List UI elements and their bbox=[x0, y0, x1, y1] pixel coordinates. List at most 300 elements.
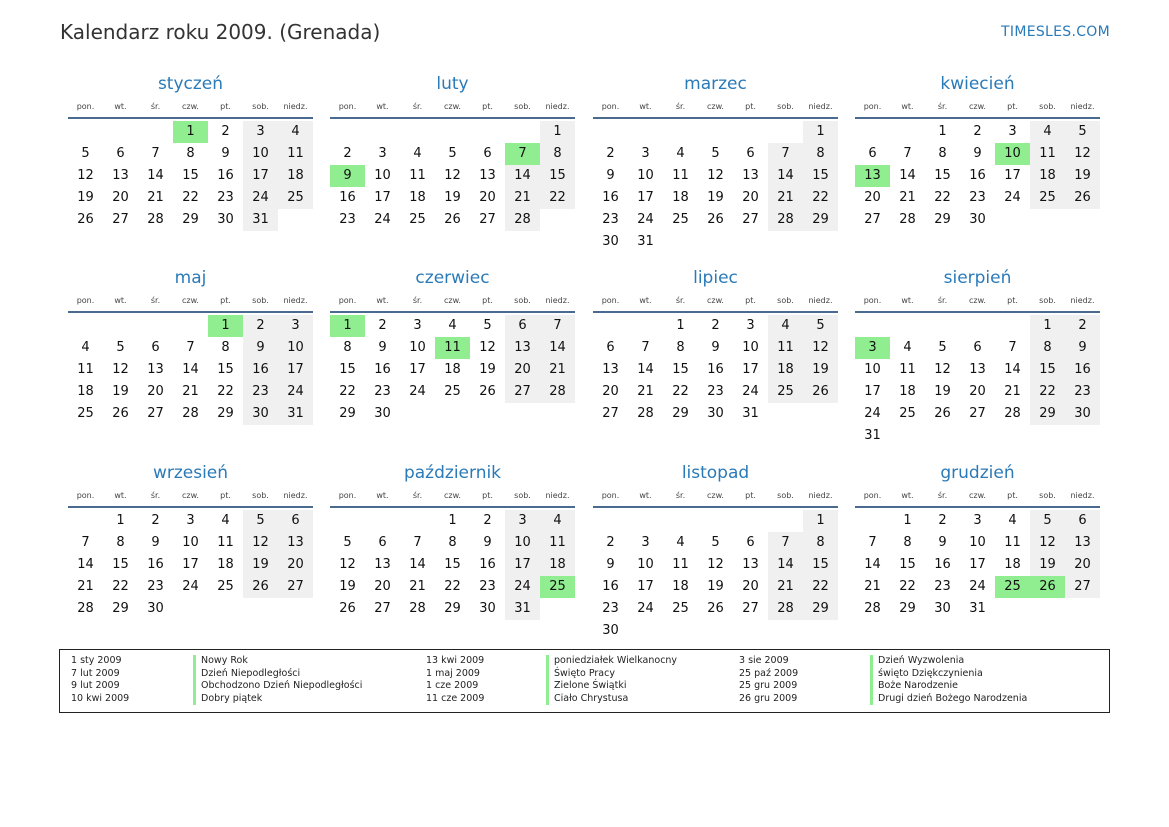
day-cell: 7 bbox=[641, 340, 650, 355]
day-cell: 6 bbox=[116, 146, 125, 161]
day-cell: 5 bbox=[803, 315, 838, 337]
legend-holiday-name: Dobry piątek bbox=[201, 692, 263, 704]
month-name: sierpień bbox=[943, 268, 1012, 288]
empty-cell bbox=[593, 510, 628, 532]
weekday-label: pt. bbox=[482, 491, 493, 500]
weekday-label: sob. bbox=[514, 491, 531, 500]
day-grid bbox=[330, 121, 575, 231]
day-cell: 15 bbox=[112, 557, 129, 572]
day-cell: 6 bbox=[606, 340, 615, 355]
day-cell: 11 bbox=[77, 362, 94, 377]
month-calendar bbox=[330, 73, 575, 231]
day-cell: 13 bbox=[602, 362, 619, 377]
day-cell: 19 bbox=[444, 190, 461, 205]
weekday-label: sob. bbox=[777, 102, 794, 111]
weekday-label: pon. bbox=[601, 296, 620, 305]
day-cell: 2 bbox=[938, 513, 947, 528]
weekday-label: pt. bbox=[1007, 296, 1018, 305]
day-cell: 24 bbox=[637, 601, 654, 616]
legend-date: 1 sty 2009 bbox=[71, 655, 122, 666]
day-cell: 18 bbox=[540, 554, 575, 576]
empty-cell bbox=[365, 510, 400, 532]
day-cell: 18 bbox=[672, 190, 689, 205]
day-cell: 3 bbox=[243, 121, 278, 143]
day-cell: 4 bbox=[540, 510, 575, 532]
weekday-label: sob. bbox=[1039, 491, 1056, 500]
weekday-label: śr. bbox=[150, 296, 161, 305]
day-cell: 15 bbox=[339, 362, 356, 377]
day-cell: 9 bbox=[378, 340, 387, 355]
day-cell: 15 bbox=[934, 168, 951, 183]
legend-date: 25 paź 2009 bbox=[739, 667, 799, 679]
day-cell: 23 bbox=[217, 190, 234, 205]
day-cell: 25 bbox=[77, 406, 94, 421]
day-cell: 4 bbox=[221, 513, 230, 528]
day-cell: 10 bbox=[182, 535, 199, 550]
day-cell: 14 bbox=[637, 362, 654, 377]
weekday-label: wt. bbox=[639, 296, 652, 305]
day-cell: 15 bbox=[540, 165, 575, 187]
day-cell: 13 bbox=[374, 557, 391, 572]
day-cell: 20 bbox=[479, 190, 496, 205]
day-cell: 4 bbox=[768, 315, 803, 337]
weekday-label: pt. bbox=[1007, 102, 1018, 111]
day-grid bbox=[330, 510, 575, 620]
weekday-label: czw. bbox=[969, 296, 986, 305]
day-cell: 2 bbox=[1065, 315, 1100, 337]
day-cell: 12 bbox=[243, 532, 278, 554]
day-cell: 16 bbox=[602, 190, 619, 205]
day-cell: 6 bbox=[505, 315, 540, 337]
day-cell: 25 bbox=[899, 406, 916, 421]
day-cell: 5 bbox=[483, 318, 492, 333]
day-cell: 24 bbox=[243, 187, 278, 209]
empty-cell bbox=[628, 315, 663, 337]
day-cell: 2 bbox=[221, 124, 230, 139]
day-cell: 13 bbox=[112, 168, 129, 183]
weekday-label: sob. bbox=[252, 491, 269, 500]
weekday-label: wt. bbox=[639, 102, 652, 111]
day-cell: 25 bbox=[672, 601, 689, 616]
day-cell: 23 bbox=[1065, 381, 1100, 403]
day-cell: 26 bbox=[339, 601, 356, 616]
month-calendar bbox=[855, 73, 1100, 231]
day-cell: 19 bbox=[803, 359, 838, 381]
legend-date: 9 lut 2009 bbox=[71, 680, 120, 692]
day-cell: 9 bbox=[606, 557, 615, 572]
day-cell: 30 bbox=[707, 406, 724, 421]
day-cell: 28 bbox=[147, 212, 164, 227]
day-cell: 2 bbox=[378, 318, 387, 333]
day-cell: 22 bbox=[444, 579, 461, 594]
day-cell: 7 bbox=[81, 535, 90, 550]
weekday-label: pon. bbox=[338, 296, 357, 305]
day-cell: 17 bbox=[182, 557, 199, 572]
weekday-label: niedz. bbox=[808, 491, 833, 500]
weekday-label: sob. bbox=[777, 296, 794, 305]
day-cell: 17 bbox=[637, 190, 654, 205]
day-cell: 31 bbox=[864, 428, 881, 443]
month-calendar bbox=[68, 267, 313, 425]
day-cell: 21 bbox=[768, 187, 803, 209]
legend-holiday-name: Nowy Rok bbox=[201, 655, 248, 666]
day-cell: 12 bbox=[707, 557, 724, 572]
day-cell: 14 bbox=[768, 165, 803, 187]
day-cell: 6 bbox=[278, 510, 313, 532]
day-cell: 23 bbox=[374, 384, 391, 399]
empty-cell bbox=[925, 315, 960, 337]
day-cell: 7 bbox=[768, 143, 803, 165]
day-cell: 19 bbox=[934, 384, 951, 399]
month-calendar bbox=[855, 462, 1100, 620]
day-cell: 19 bbox=[243, 554, 278, 576]
day-cell: 24 bbox=[505, 576, 540, 598]
day-cell: 21 bbox=[768, 576, 803, 598]
day-cell: 1 bbox=[1030, 315, 1065, 337]
day-cell: 5 bbox=[448, 146, 457, 161]
day-cell: 27 bbox=[374, 601, 391, 616]
day-cell: 11 bbox=[768, 337, 803, 359]
day-cell: 9 bbox=[1065, 337, 1100, 359]
legend-holiday-name: Drugi dzień Bożego Narodzenia bbox=[878, 692, 1028, 704]
legend-dates-col-1 bbox=[71, 655, 129, 705]
weekday-label: śr. bbox=[412, 491, 423, 500]
weekday-label: czw. bbox=[969, 102, 986, 111]
empty-cell bbox=[733, 121, 768, 143]
day-cell: 18 bbox=[672, 579, 689, 594]
holiday-day-cell: 1 bbox=[173, 121, 208, 143]
holiday-day-cell: 1 bbox=[208, 315, 243, 337]
day-cell: 14 bbox=[540, 337, 575, 359]
day-cell: 14 bbox=[768, 554, 803, 576]
day-cell: 13 bbox=[742, 168, 759, 183]
day-cell: 16 bbox=[147, 557, 164, 572]
day-cell: 10 bbox=[505, 532, 540, 554]
day-cell: 31 bbox=[243, 209, 278, 231]
month-calendar bbox=[330, 462, 575, 620]
day-cell: 17 bbox=[409, 362, 426, 377]
empty-cell bbox=[628, 121, 663, 143]
day-cell: 9 bbox=[711, 340, 720, 355]
day-cell: 1 bbox=[938, 124, 947, 139]
day-cell: 9 bbox=[483, 535, 492, 550]
day-cell: 4 bbox=[1030, 121, 1065, 143]
day-cell: 28 bbox=[768, 598, 803, 620]
day-cell: 14 bbox=[1004, 362, 1021, 377]
empty-cell bbox=[733, 510, 768, 532]
day-cell: 23 bbox=[602, 601, 619, 616]
weekday-label: niedz. bbox=[545, 491, 570, 500]
empty-cell bbox=[960, 315, 995, 337]
day-cell: 5 bbox=[1030, 510, 1065, 532]
day-cell: 9 bbox=[243, 337, 278, 359]
weekday-label: wt. bbox=[901, 491, 914, 500]
empty-cell bbox=[628, 510, 663, 532]
day-cell: 26 bbox=[803, 381, 838, 403]
empty-cell bbox=[855, 315, 890, 337]
day-cell: 16 bbox=[243, 359, 278, 381]
day-cell: 1 bbox=[903, 513, 912, 528]
month-name: marzec bbox=[684, 74, 747, 94]
day-cell: 11 bbox=[672, 557, 689, 572]
day-cell: 20 bbox=[969, 384, 986, 399]
day-cell: 29 bbox=[112, 601, 129, 616]
day-cell: 11 bbox=[540, 532, 575, 554]
empty-cell bbox=[365, 121, 400, 143]
weekday-label: pon. bbox=[863, 296, 882, 305]
day-cell: 10 bbox=[742, 340, 759, 355]
day-cell: 18 bbox=[217, 557, 234, 572]
day-cell: 15 bbox=[1030, 359, 1065, 381]
weekday-label: pt. bbox=[220, 296, 231, 305]
day-cell: 6 bbox=[746, 146, 755, 161]
day-cell: 11 bbox=[217, 535, 234, 550]
holiday-day-cell: 11 bbox=[435, 337, 470, 359]
day-cell: 3 bbox=[505, 510, 540, 532]
empty-cell bbox=[173, 315, 208, 337]
weekday-label: pon. bbox=[76, 491, 95, 500]
day-cell: 28 bbox=[540, 381, 575, 403]
day-cell: 7 bbox=[768, 532, 803, 554]
day-cell: 4 bbox=[81, 340, 90, 355]
day-cell: 14 bbox=[147, 168, 164, 183]
day-cell: 2 bbox=[151, 513, 160, 528]
day-cell: 16 bbox=[1065, 359, 1100, 381]
day-cell: 20 bbox=[1065, 554, 1100, 576]
day-cell: 31 bbox=[637, 234, 654, 249]
day-cell: 16 bbox=[602, 579, 619, 594]
day-cell: 27 bbox=[864, 212, 881, 227]
empty-cell bbox=[505, 121, 540, 143]
weekday-label: czw. bbox=[182, 102, 199, 111]
holiday-day-cell: 26 bbox=[1030, 576, 1065, 598]
weekday-header bbox=[330, 291, 575, 313]
day-cell: 7 bbox=[1008, 340, 1017, 355]
day-cell: 11 bbox=[1004, 535, 1021, 550]
day-cell: 14 bbox=[409, 557, 426, 572]
day-cell: 30 bbox=[243, 403, 278, 425]
empty-cell bbox=[995, 315, 1030, 337]
weekday-label: wt. bbox=[639, 491, 652, 500]
day-cell: 12 bbox=[707, 168, 724, 183]
empty-cell bbox=[400, 510, 435, 532]
day-cell: 8 bbox=[803, 532, 838, 554]
day-cell: 19 bbox=[707, 579, 724, 594]
weekday-label: pt. bbox=[745, 491, 756, 500]
empty-cell bbox=[593, 121, 628, 143]
day-cell: 23 bbox=[243, 381, 278, 403]
day-grid bbox=[68, 315, 313, 425]
weekday-label: śr. bbox=[675, 102, 686, 111]
day-cell: 28 bbox=[77, 601, 94, 616]
day-cell: 26 bbox=[444, 212, 461, 227]
legend-holiday-name: Zielone Świątki bbox=[554, 680, 627, 692]
weekday-label: wt. bbox=[114, 491, 127, 500]
day-cell: 6 bbox=[1065, 510, 1100, 532]
day-cell: 6 bbox=[378, 535, 387, 550]
day-cell: 5 bbox=[243, 510, 278, 532]
empty-cell bbox=[400, 121, 435, 143]
day-cell: 21 bbox=[540, 359, 575, 381]
day-grid bbox=[593, 510, 838, 642]
day-cell: 10 bbox=[374, 168, 391, 183]
day-cell: 27 bbox=[278, 576, 313, 598]
holiday-day-cell: 1 bbox=[330, 315, 365, 337]
empty-cell bbox=[138, 121, 173, 143]
empty-cell bbox=[698, 121, 733, 143]
day-cell: 2 bbox=[606, 146, 615, 161]
day-grid bbox=[855, 315, 1100, 447]
weekday-header bbox=[68, 486, 313, 508]
day-cell: 6 bbox=[746, 535, 755, 550]
day-cell: 29 bbox=[899, 601, 916, 616]
day-cell: 19 bbox=[1065, 165, 1100, 187]
day-cell: 24 bbox=[864, 406, 881, 421]
day-cell: 6 bbox=[868, 146, 877, 161]
empty-cell bbox=[470, 121, 505, 143]
day-cell: 22 bbox=[540, 187, 575, 209]
day-cell: 4 bbox=[676, 146, 685, 161]
day-cell: 23 bbox=[147, 579, 164, 594]
day-cell: 30 bbox=[217, 212, 234, 227]
day-cell: 25 bbox=[444, 384, 461, 399]
day-cell: 29 bbox=[803, 209, 838, 231]
day-cell: 17 bbox=[505, 554, 540, 576]
day-cell: 6 bbox=[151, 340, 160, 355]
weekday-label: niedz. bbox=[545, 296, 570, 305]
empty-cell bbox=[890, 315, 925, 337]
day-grid bbox=[593, 315, 838, 425]
day-cell: 1 bbox=[448, 513, 457, 528]
month-name: październik bbox=[403, 463, 502, 483]
month-calendar bbox=[68, 73, 313, 231]
day-cell: 8 bbox=[676, 340, 685, 355]
day-cell: 15 bbox=[803, 165, 838, 187]
day-cell: 20 bbox=[505, 359, 540, 381]
day-cell: 29 bbox=[803, 598, 838, 620]
month-name: lipiec bbox=[693, 268, 738, 288]
day-cell: 29 bbox=[444, 601, 461, 616]
day-cell: 2 bbox=[973, 124, 982, 139]
day-cell: 17 bbox=[243, 165, 278, 187]
day-cell: 28 bbox=[864, 601, 881, 616]
holiday-day-cell: 9 bbox=[330, 165, 365, 187]
day-cell: 3 bbox=[973, 513, 982, 528]
day-cell: 18 bbox=[899, 384, 916, 399]
day-cell: 12 bbox=[112, 362, 129, 377]
weekday-header bbox=[855, 97, 1100, 119]
day-cell: 29 bbox=[182, 212, 199, 227]
day-cell: 7 bbox=[868, 535, 877, 550]
weekday-label: czw. bbox=[969, 491, 986, 500]
weekday-label: niedz. bbox=[808, 102, 833, 111]
weekday-label: pon. bbox=[76, 102, 95, 111]
day-cell: 18 bbox=[444, 362, 461, 377]
day-cell: 14 bbox=[77, 557, 94, 572]
day-cell: 3 bbox=[378, 146, 387, 161]
day-cell: 15 bbox=[444, 557, 461, 572]
day-cell: 27 bbox=[602, 406, 619, 421]
day-cell: 22 bbox=[1030, 381, 1065, 403]
weekday-label: czw. bbox=[444, 102, 461, 111]
day-cell: 8 bbox=[116, 535, 125, 550]
weekday-label: niedz. bbox=[545, 102, 570, 111]
weekday-header bbox=[593, 486, 838, 508]
weekday-label: śr. bbox=[675, 491, 686, 500]
holiday-day-cell: 25 bbox=[995, 576, 1030, 598]
day-cell: 20 bbox=[278, 554, 313, 576]
day-cell: 19 bbox=[77, 190, 94, 205]
empty-cell bbox=[890, 121, 925, 143]
day-cell: 10 bbox=[864, 362, 881, 377]
day-cell: 15 bbox=[182, 168, 199, 183]
weekday-label: czw. bbox=[182, 296, 199, 305]
month-name: styczeń bbox=[157, 74, 224, 94]
empty-cell bbox=[663, 121, 698, 143]
day-cell: 24 bbox=[969, 579, 986, 594]
day-cell: 16 bbox=[479, 557, 496, 572]
weekday-label: niedz. bbox=[283, 102, 308, 111]
day-cell: 11 bbox=[278, 143, 313, 165]
day-cell: 12 bbox=[1065, 143, 1100, 165]
day-cell: 30 bbox=[602, 234, 619, 249]
weekday-label: pt. bbox=[220, 491, 231, 500]
legend-holiday-name: Dzień Niepodległości bbox=[201, 667, 301, 679]
day-cell: 29 bbox=[1030, 403, 1065, 425]
day-cell: 23 bbox=[707, 384, 724, 399]
day-cell: 8 bbox=[1030, 337, 1065, 359]
weekday-label: pt. bbox=[745, 296, 756, 305]
weekday-label: czw. bbox=[182, 491, 199, 500]
weekday-label: pon. bbox=[338, 102, 357, 111]
day-cell: 27 bbox=[742, 212, 759, 227]
day-cell: 21 bbox=[864, 579, 881, 594]
day-cell: 5 bbox=[938, 340, 947, 355]
day-cell: 7 bbox=[903, 146, 912, 161]
day-cell: 10 bbox=[409, 340, 426, 355]
empty-cell bbox=[68, 510, 103, 532]
day-cell: 12 bbox=[934, 362, 951, 377]
weekday-label: sob. bbox=[514, 102, 531, 111]
month-name: grudzień bbox=[940, 463, 1015, 483]
day-cell: 26 bbox=[1065, 187, 1100, 209]
day-cell: 22 bbox=[803, 576, 838, 598]
month-name: wrzesień bbox=[152, 463, 229, 483]
day-cell: 16 bbox=[707, 362, 724, 377]
day-cell: 3 bbox=[641, 535, 650, 550]
month-name: kwiecień bbox=[940, 74, 1015, 94]
holiday-day-cell: 25 bbox=[540, 576, 575, 598]
day-cell: 2 bbox=[243, 315, 278, 337]
legend-date: 7 lut 2009 bbox=[71, 667, 120, 679]
weekday-label: pon. bbox=[601, 102, 620, 111]
weekday-label: niedz. bbox=[1070, 491, 1095, 500]
day-cell: 23 bbox=[934, 579, 951, 594]
weekday-label: wt. bbox=[114, 296, 127, 305]
legend-date: 1 cze 2009 bbox=[426, 680, 479, 692]
weekday-label: śr. bbox=[675, 296, 686, 305]
day-cell: 23 bbox=[602, 212, 619, 227]
weekday-label: pt. bbox=[745, 102, 756, 111]
brand-link[interactable]: TIMESLES.COM bbox=[1001, 24, 1110, 40]
day-cell: 16 bbox=[339, 190, 356, 205]
month-name: listopad bbox=[681, 463, 750, 483]
month-calendar bbox=[593, 462, 838, 642]
weekday-label: pt. bbox=[482, 296, 493, 305]
day-cell: 8 bbox=[938, 146, 947, 161]
day-cell: 22 bbox=[339, 384, 356, 399]
weekday-label: niedz. bbox=[808, 296, 833, 305]
